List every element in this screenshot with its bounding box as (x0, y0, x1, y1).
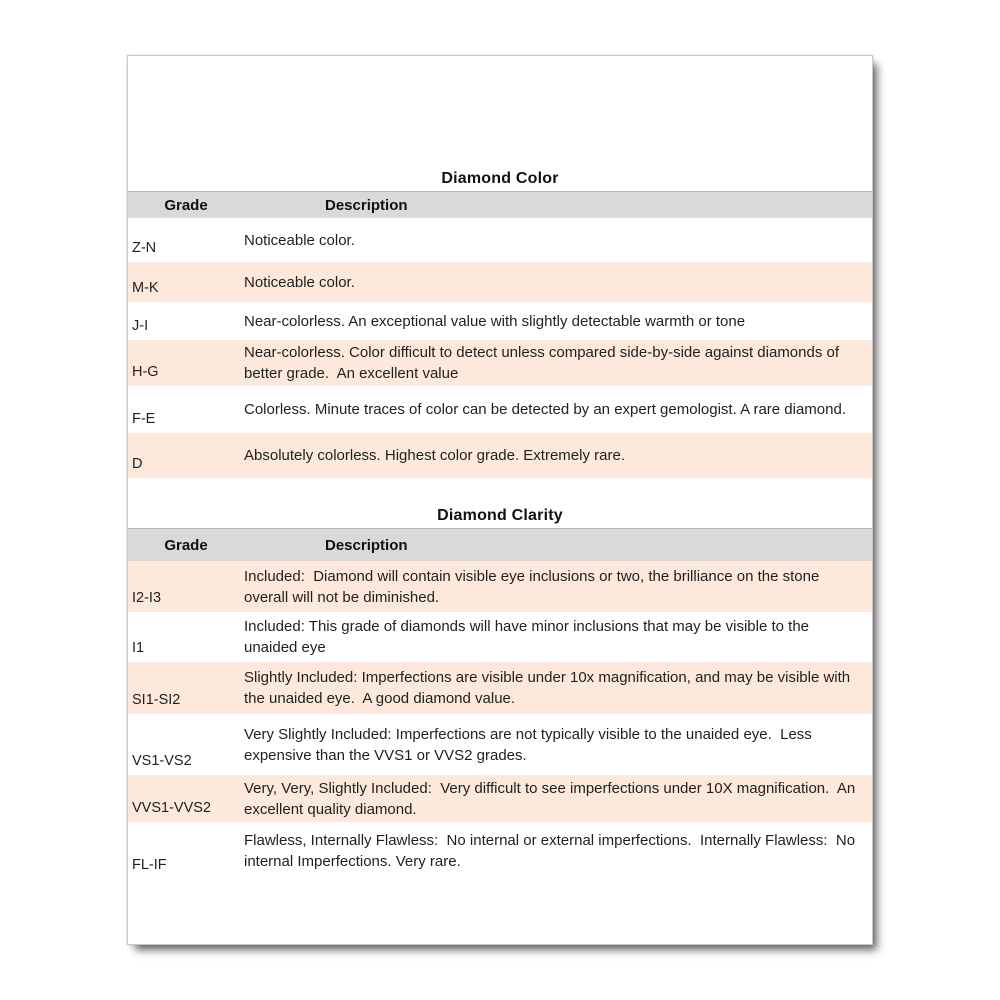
description-value: Noticeable color. (244, 231, 355, 249)
column-header-grade: Grade (164, 196, 208, 214)
table-header-row (128, 528, 872, 561)
table-row (128, 662, 872, 714)
table-row (128, 775, 872, 822)
grade-value: J-I (132, 318, 149, 334)
table-row (128, 218, 872, 262)
grade-value: VS1-VS2 (132, 753, 192, 769)
description-value: Slightly Included: Imperfections are visible under 10x magnification, and may be visible with the unaided eye. A good diamond value. (244, 669, 855, 707)
grade-value: FL-IF (132, 857, 167, 873)
table-row (128, 302, 872, 340)
grade-value: M-K (132, 280, 159, 296)
table-row (128, 433, 872, 478)
description-value: Very, Very, Slightly Included: Very difficult to see imperfections under 10X magnification. An excellent quality diamond. (244, 779, 860, 818)
grade-value: H-G (132, 364, 159, 380)
table-header-row (128, 191, 872, 218)
description-value: Included: Diamond will contain visible eye inclusions or two, the brilliance on the stone overall will not be diminished. (244, 567, 824, 606)
diamond-clarity-title: Diamond Clarity (437, 507, 563, 524)
description-value: Very Slightly Included: Imperfections are not typically visible to the unaided eye. Less expensive than the VVS1 or VVS2 grades. (244, 725, 816, 764)
description-value: Included: This grade of diamonds will have minor inclusions that may be visible to the unaided eye (244, 618, 814, 656)
diamond-clarity-section (128, 505, 872, 879)
grade-value: I1 (132, 640, 145, 656)
diamond-color-title: Diamond Color (441, 170, 559, 187)
diamond-clarity-table (128, 528, 872, 879)
description-value: Flawless, Internally Flawless: No internal or external imperfections. Internally Flawless: No internal Imperfections. Very rare. (244, 831, 860, 870)
column-header-grade: Grade (164, 536, 208, 554)
table-row (128, 612, 872, 662)
column-header-description: Description (325, 536, 408, 554)
grade-value: VVS1-VVS2 (132, 800, 211, 816)
grade-value: F-E (132, 411, 156, 427)
table-row (128, 386, 872, 433)
grade-value: Z-N (132, 240, 157, 256)
description-value: Noticeable color. (244, 273, 355, 291)
description-value: Near-colorless. An exceptional value with slightly detectable warmth or tone (244, 312, 746, 330)
grade-value: I2-I3 (132, 590, 162, 606)
grade-value: D (132, 456, 143, 472)
table-row (128, 822, 872, 879)
table-row (128, 714, 872, 775)
description-value: Absolutely colorless. Highest color grade. Extremely rare. (244, 447, 625, 464)
table-row (128, 340, 872, 386)
column-header-description: Description (325, 196, 408, 214)
description-value: Colorless. Minute traces of color can be detected by an expert gemologist. A rare diamond. (244, 401, 846, 418)
table-row (128, 561, 872, 612)
diamond-color-table (128, 191, 872, 478)
table-row (128, 262, 872, 302)
grade-value: SI1-SI2 (132, 692, 181, 708)
diamond-color-section (128, 168, 872, 478)
description-value: Near-colorless. Color difficult to detect unless compared side-by-side against diamonds of better grade. An excellent value (244, 344, 844, 382)
document-page (127, 55, 873, 945)
